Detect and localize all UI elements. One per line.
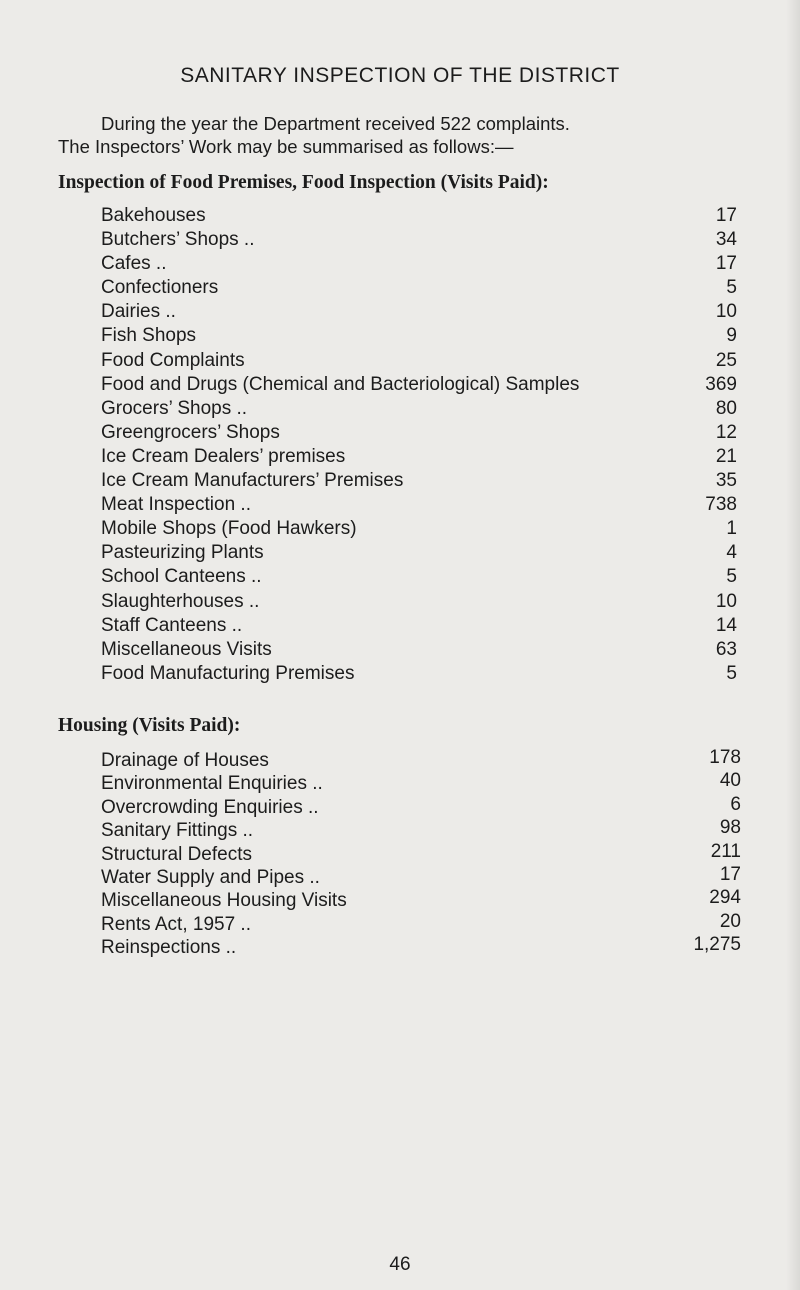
list-item [101,446,741,470]
item-label: Water Supply and Pipes .. [101,866,320,888]
item-label: Mobile Shops (Food Hawkers) [101,518,357,540]
list-item [101,277,741,301]
page-edge-shadow [786,0,800,1290]
item-value: 80 [715,397,737,419]
item-label: Structural Defects [101,843,252,865]
list-item [101,817,741,843]
item-label: Confectioners [101,277,219,299]
page-title: SANITARY INSPECTION OF THE DISTRICT [180,64,620,87]
item-label: Food Manufacturing Premises [101,662,355,684]
item-value: 294 [709,887,741,909]
item-label: Miscellaneous Visits [101,638,272,660]
list-item [101,747,741,773]
item-value: 6 [730,793,741,815]
list-item [101,205,741,229]
item-value: 12 [715,421,737,443]
item-value: 1 [726,518,737,540]
list-item [101,398,741,422]
item-value: 10 [715,301,737,323]
item-value: 369 [705,373,737,395]
item-value: 98 [719,817,741,839]
item-label: Pasteurizing Plants [101,542,264,564]
item-value: 5 [726,662,737,684]
list-item [101,591,741,615]
item-label: Overcrowding Enquiries .. [101,796,319,818]
item-label: Meat Inspection .. [101,494,251,516]
list-item [101,910,741,937]
item-label: Ice Cream Dealers’ premises [101,445,346,467]
list-item [101,663,741,687]
list-item [101,422,741,446]
list-item [101,470,741,494]
intro-paragraph [58,112,758,158]
item-label: Miscellaneous Housing Visits [101,890,347,912]
housing-section-heading: Housing (Visits Paid): [58,715,241,736]
item-label: Food Complaints [101,349,245,371]
list-item [101,301,741,325]
item-label: Reinspections .. [101,937,237,959]
list-item [101,374,741,398]
item-label: Sanitary Fittings .. [101,820,254,842]
item-value: 21 [715,445,737,467]
item-value: 738 [705,494,737,516]
list-item [101,934,741,960]
list-item [101,253,741,277]
item-label: Ice Cream Manufacturers’ Premises [101,470,404,492]
list-item [101,770,741,796]
item-value: 20 [719,910,741,932]
list-item [101,542,741,566]
item-value: 14 [715,614,737,636]
item-value: 63 [715,638,737,660]
item-value: 1,275 [693,934,741,956]
item-label: Fish Shops [101,325,197,347]
list-item [101,793,741,820]
item-value: 5 [726,277,737,299]
item-label: Grocers’ Shops .. [101,397,248,419]
item-value: 34 [715,229,737,251]
item-label: Greengrocers’ Shops [101,421,280,443]
list-item [101,350,741,374]
food-inspection-list [101,205,741,687]
intro-line-1: During the year the Department received 522 complaints. [101,113,570,134]
page-number: 46 [389,1254,411,1275]
item-label: Drainage of Houses [101,750,269,771]
item-label: Rents Act, 1957 .. [101,913,251,935]
housing-visits-list [101,747,741,961]
item-value: 9 [726,325,737,347]
item-value: 17 [719,863,741,885]
item-value: 35 [715,470,737,492]
list-item [101,615,741,639]
list-item [101,494,741,518]
item-value: 4 [726,542,737,564]
list-item [101,639,741,663]
intro-line-2: The Inspectors’ Work may be summarised as follows:— [58,136,514,157]
item-label: Butchers’ Shops .. [101,229,255,251]
list-item [101,566,741,590]
item-label: Environmental Enquiries .. [101,773,323,795]
item-value: 211 [710,840,741,862]
list-item [101,887,741,913]
item-label: Bakehouses [101,205,206,226]
item-label: Cafes .. [101,253,167,275]
list-item [101,840,741,867]
item-label: Staff Canteens .. [101,614,243,636]
list-item [101,518,741,542]
list-item [101,325,741,349]
item-label: Dairies .. [101,301,176,323]
item-label: Food and Drugs (Chemical and Bacteriological) Samples [101,373,580,395]
item-value: 10 [715,590,737,612]
item-value: 25 [715,349,737,371]
list-item [101,863,741,890]
item-value: 17 [715,205,737,226]
item-value: 40 [719,770,741,792]
list-item [101,229,741,253]
item-label: School Canteens .. [101,566,262,588]
food-section-heading: Inspection of Food Premises, Food Inspection (Visits Paid): [58,172,549,193]
item-label: Slaughterhouses .. [101,590,260,612]
item-value: 5 [726,566,737,588]
item-value: 178 [709,747,741,768]
item-value: 17 [715,253,737,275]
